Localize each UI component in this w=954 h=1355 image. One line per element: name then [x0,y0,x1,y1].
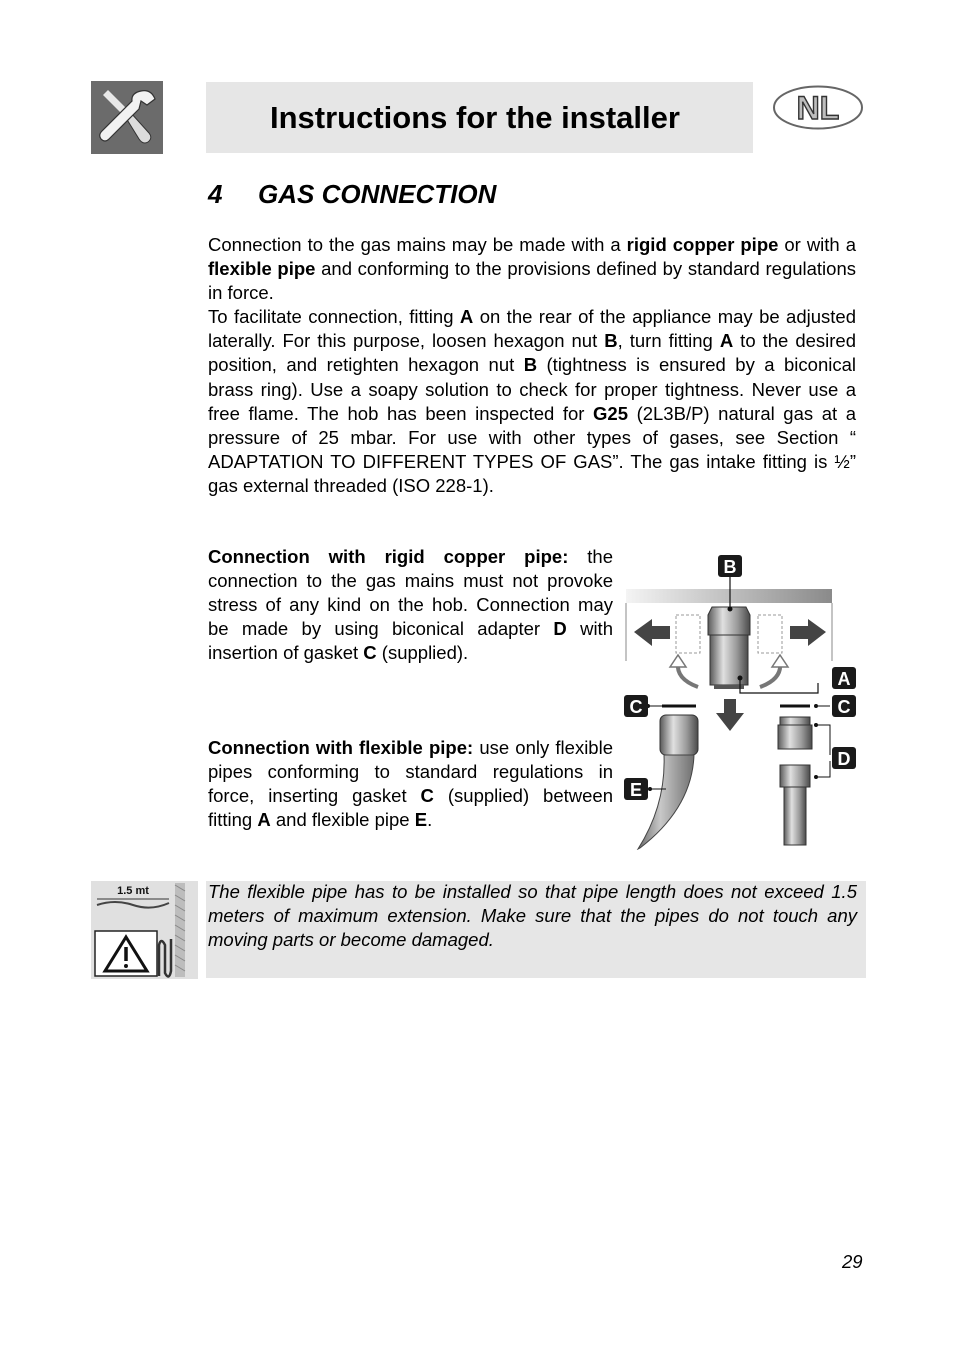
tools-icon [91,81,163,154]
svg-text:A: A [837,669,851,689]
diagram-label-d [832,747,856,769]
svg-text:B: B [723,557,737,577]
intro-sentence-2: To facilitate connection, fitting A on the rear of the appliance may be adjusted laterally. For this purpose, loosen hexagon nut B, turn fitting A to the desired position, and retighten hexagon nut B (tightness is ensured by a biconical brass ring). Use a soapy solution to check for proper tightness. Never use a free flame. The hob has been inspected for G25 (2L3B/P) natural gas at a pressure of 25 mbar. For use with other types of gases, see Section “ ADAPTATION TO DIFFERENT TYPES OF GAS”. The gas intake fitting is ½” gas external threaded (ISO 228-1). [208,306,856,496]
diagram-label-a [832,667,856,689]
diagram-label-c-right [832,695,856,717]
svg-text:D: D [837,749,851,769]
diagram-label-c-left [624,695,648,717]
gas-fitting-diagram [620,553,865,850]
page-number: 29 [842,1251,863,1272]
svg-text:C: C [629,697,643,717]
section-title [208,177,496,211]
flexible-pipe-paragraph: Connection with flexible pipe: use only flexible pipes conforming to standard regulations in force, inserting gasket C (supplied) between fitting A and flexible pipe E. [208,737,613,831]
flexible-pipe-heading: Connection with flexible pipe: [208,737,474,758]
diagram-label-b [718,555,742,577]
section-title-text: GAS CONNECTION [258,179,497,209]
rigid-pipe-paragraph: Connection with rigid copper pipe: the connection to the gas mains must not provoke stress of any kind on the hob. Connection may be made by using biconical adapter D with insertion of gasket C (supplied). [208,546,613,664]
page-header-title: Instructions for the installer [270,100,680,135]
warning-note-text: The flexible pipe has to be installed so that pipe length does not exceed 1.5 meters of maximum extension. Make sure that the pipes do not touch any moving parts or become damaged. [208,881,857,951]
warning-icon [91,881,198,979]
rigid-pipe-heading: Connection with rigid copper pipe: [208,546,569,567]
diagram-label-e [624,778,648,800]
svg-text:E: E [629,780,643,800]
length-label: 1.5 mt [117,885,149,897]
svg-text:C: C [837,697,851,717]
intro-sentence-1: Connection to the gas mains may be made with a rigid copper pipe or with a flexible pipe and conforming to the provisions defined by standard regulations in force. [208,234,856,304]
language-badge [772,85,864,130]
language-badge-text: NL [796,90,840,126]
section-number: 4 [208,179,223,209]
intro-paragraph [208,233,856,498]
